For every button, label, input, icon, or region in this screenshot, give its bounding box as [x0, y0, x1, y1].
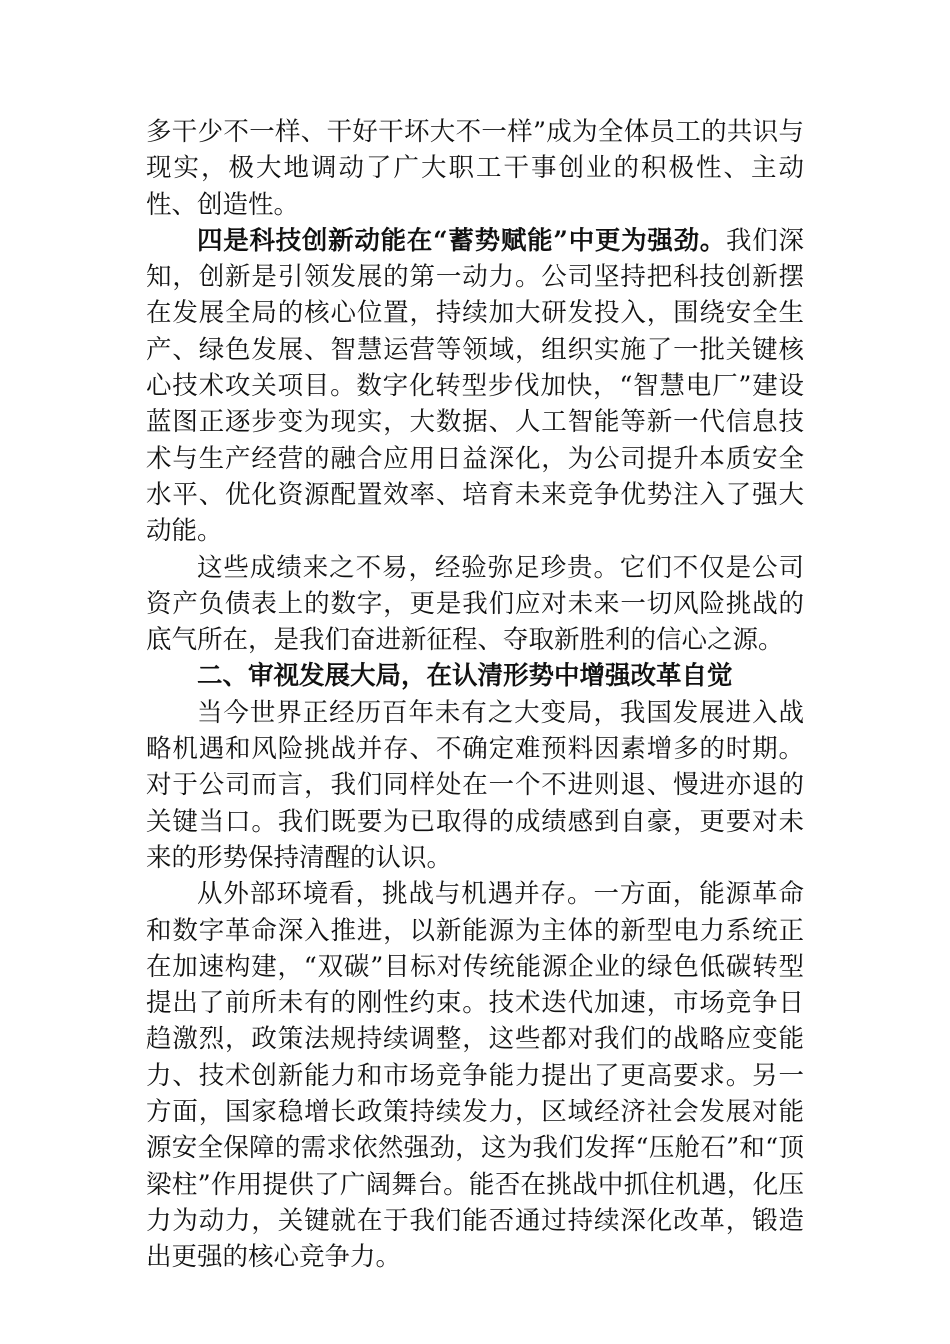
paragraph-lead-sentence: 四是科技创新动能在“蓄势赋能”中更为强劲。 — [197, 225, 727, 256]
paragraph-body-text: 我们深知，创新是引领发展的第一动力。公司坚持把科技创新摆在发展全局的核心位置，持续加大研发投入，围绕安全生产、绿色发展、智慧运营等领域，组织实施了一批关键核心技术攻关项目。数字化转型步伐加快，“智慧电厂”建设蓝图正逐步变为现实，大数据、人工智能等新一代信息技术与生产经营的融合应用日益深化，为公司提升本质安全水平、优化资源配置效率、培育未来竞争优势注入了强大动能。 — [146, 225, 804, 547]
document-page — [146, 114, 804, 1276]
paragraph-tech-innovation — [146, 223, 804, 550]
paragraph-world-situation: 当今世界正经历百年未有之大变局，我国发展进入战略机遇和风险挑战并存、不确定难预料因素增多的时期。对于公司而言，我们同样处在一个不进则退、慢进亦退的关键当口。我们既要为已取得的成绩感到自豪，更要对未来的形势保持清醒的认识。 — [146, 697, 804, 873]
paragraph-continuation: 多干少不一样、干好干坏大不一样”成为全体员工的共识与现实，极大地调动了广大职工干事创业的积极性、主动性、创造性。 — [146, 117, 804, 220]
paragraph-achievements: 这些成绩来之不易，经验弥足珍贵。它们不仅是公司资产负债表上的数字，更是我们应对未来一切风险挑战的底气所在，是我们奋进新征程、夺取新胜利的信心之源。 — [146, 552, 804, 656]
section-heading: 二、审视发展大局，在认清形势中增强改革自觉 — [197, 661, 733, 692]
paragraph-external-environment: 从外部环境看，挑战与机遇并存。一方面，能源革命和数字革命深入推进，以新能源为主体的新型电力系统正在加速构建，“双碳”目标对传统能源企业的绿色低碳转型提出了前所未有的刚性约束。技术迭代加速，市场竞争日趋激烈，政策法规持续调整，这些都对我们的战略应变能力、技术创新能力和市场竞争能力提出了更高要求。另一方面，国家稳增长政策持续发力，区域经济社会发展对能源安全保障的需求依然强劲，这为我们发挥“压舱石”和“顶梁柱”作用提供了广阔舞台。能否在挑战中抓住机遇，化压力为动力，关键就在于我们能否通过持续深化改革，锻造出更强的核心竞争力。 — [146, 879, 804, 1273]
